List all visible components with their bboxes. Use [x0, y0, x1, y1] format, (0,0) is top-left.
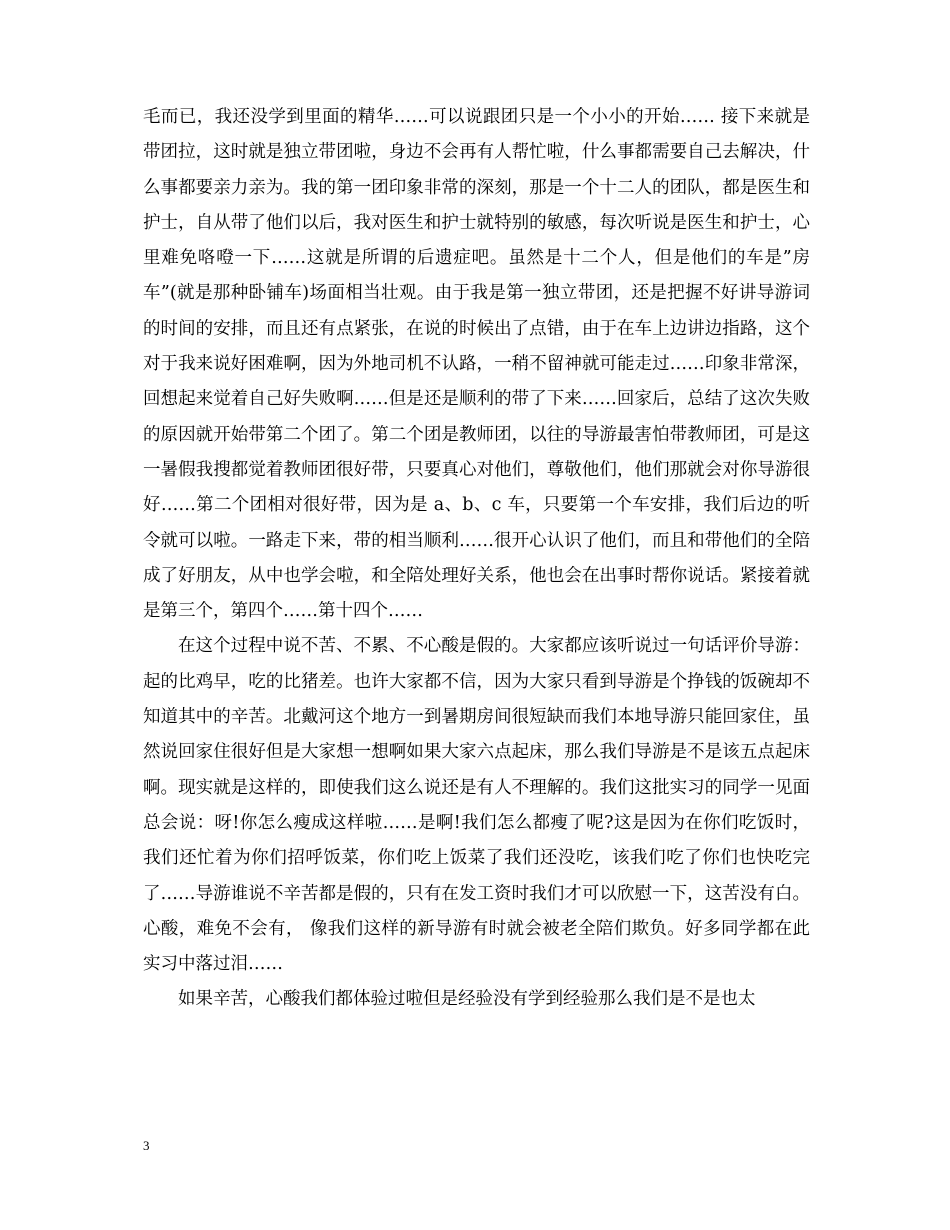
- paragraph-2: 在这个过程中说不苦、不累、不心酸是假的。大家都应该听说过一句话评价导游：起的比鸡早，吃的比猪差。也许大家都不信，因为大家只看到导游是个挣钱的饭碗却不知道其中的辛苦。北戴河这个地方一到暑期房间很短缺而我们本地导游只能回家住，虽然说回家住很好但是大家想一想啊如果大家六点起床，那么我们导游是不是该五点起床啊。现实就是这样的，即使我们这么说还是有人不理解的。我们这批实习的同学一见面总会说：呀!你怎么瘦成这样啦……是啊!我们怎么都瘦了呢?这是因为在你们吃饭时，我们还忙着为你们招呼饭菜，你们吃上饭菜了我们还没吃，该我们吃了你们也快吃完了……导游谁说不辛苦都是假的，只有在发工资时我们才可以欣慰一下，这苦没有白。心酸，难免不会有， 像我们这样的新导游有时就会被老全陪们欺负。好多同学都在此实习中落过泪……: [143, 636, 810, 975]
- document-body: [143, 100, 810, 1018]
- page-number: 3: [143, 1138, 150, 1153]
- paragraph-3: 如果辛苦，心酸我们都体验过啦但是经验没有学到经验那么我们是不是也太: [178, 989, 756, 1010]
- paragraph-1: 毛而已，我还没学到里面的精华……可以说跟团只是一个小小的开始…… 接下来就是带团拉，这时就是独立带团啦，身边不会再有人帮忙啦，什么事都需要自己去解决，什么事都要亲力亲为。我的第一团印象非常的深刻，那是一个十二人的团队，都是医生和护士，自从带了他们以后，我对医生和护士就特别的敏感，每次听说是医生和护士，心里难免咯噔一下……这就是所谓的后遗症吧。虽然是十二个人，但是他们的车是”房车”(就是那种卧铺车)场面相当壮观。由于我是第一独立带团，还是把握不好讲导游词的时间的安排，而且还有点紧张，在说的时候出了点错，由于在车上边讲边指路，这个对于我来说好困难啊，因为外地司机不认路，一稍不留神就可能走过……印象非常深，回想起来觉着自己好失败啊……但是还是顺利的带了下来……回家后，总结了这次失败的原因就开始带第二个团了。第二个团是教师团，以往的导游最害怕带教师团，可是这一暑假我搜都觉着教师团很好带，只要真心对他们，尊敬他们，他们那就会对你导游很好……第二个团相对很好带，因为是 a、b、c 车，只要第一个车安排，我们后边的听令就可以啦。一路走下来，带的相当顺利……很开心认识了他们，而且和带他们的全陪成了好朋友，从中也学会啦，和全陪处理好关系，他也会在出事时帮你说话。紧接着就是第三个，第四个……第十四个……: [143, 107, 810, 622]
